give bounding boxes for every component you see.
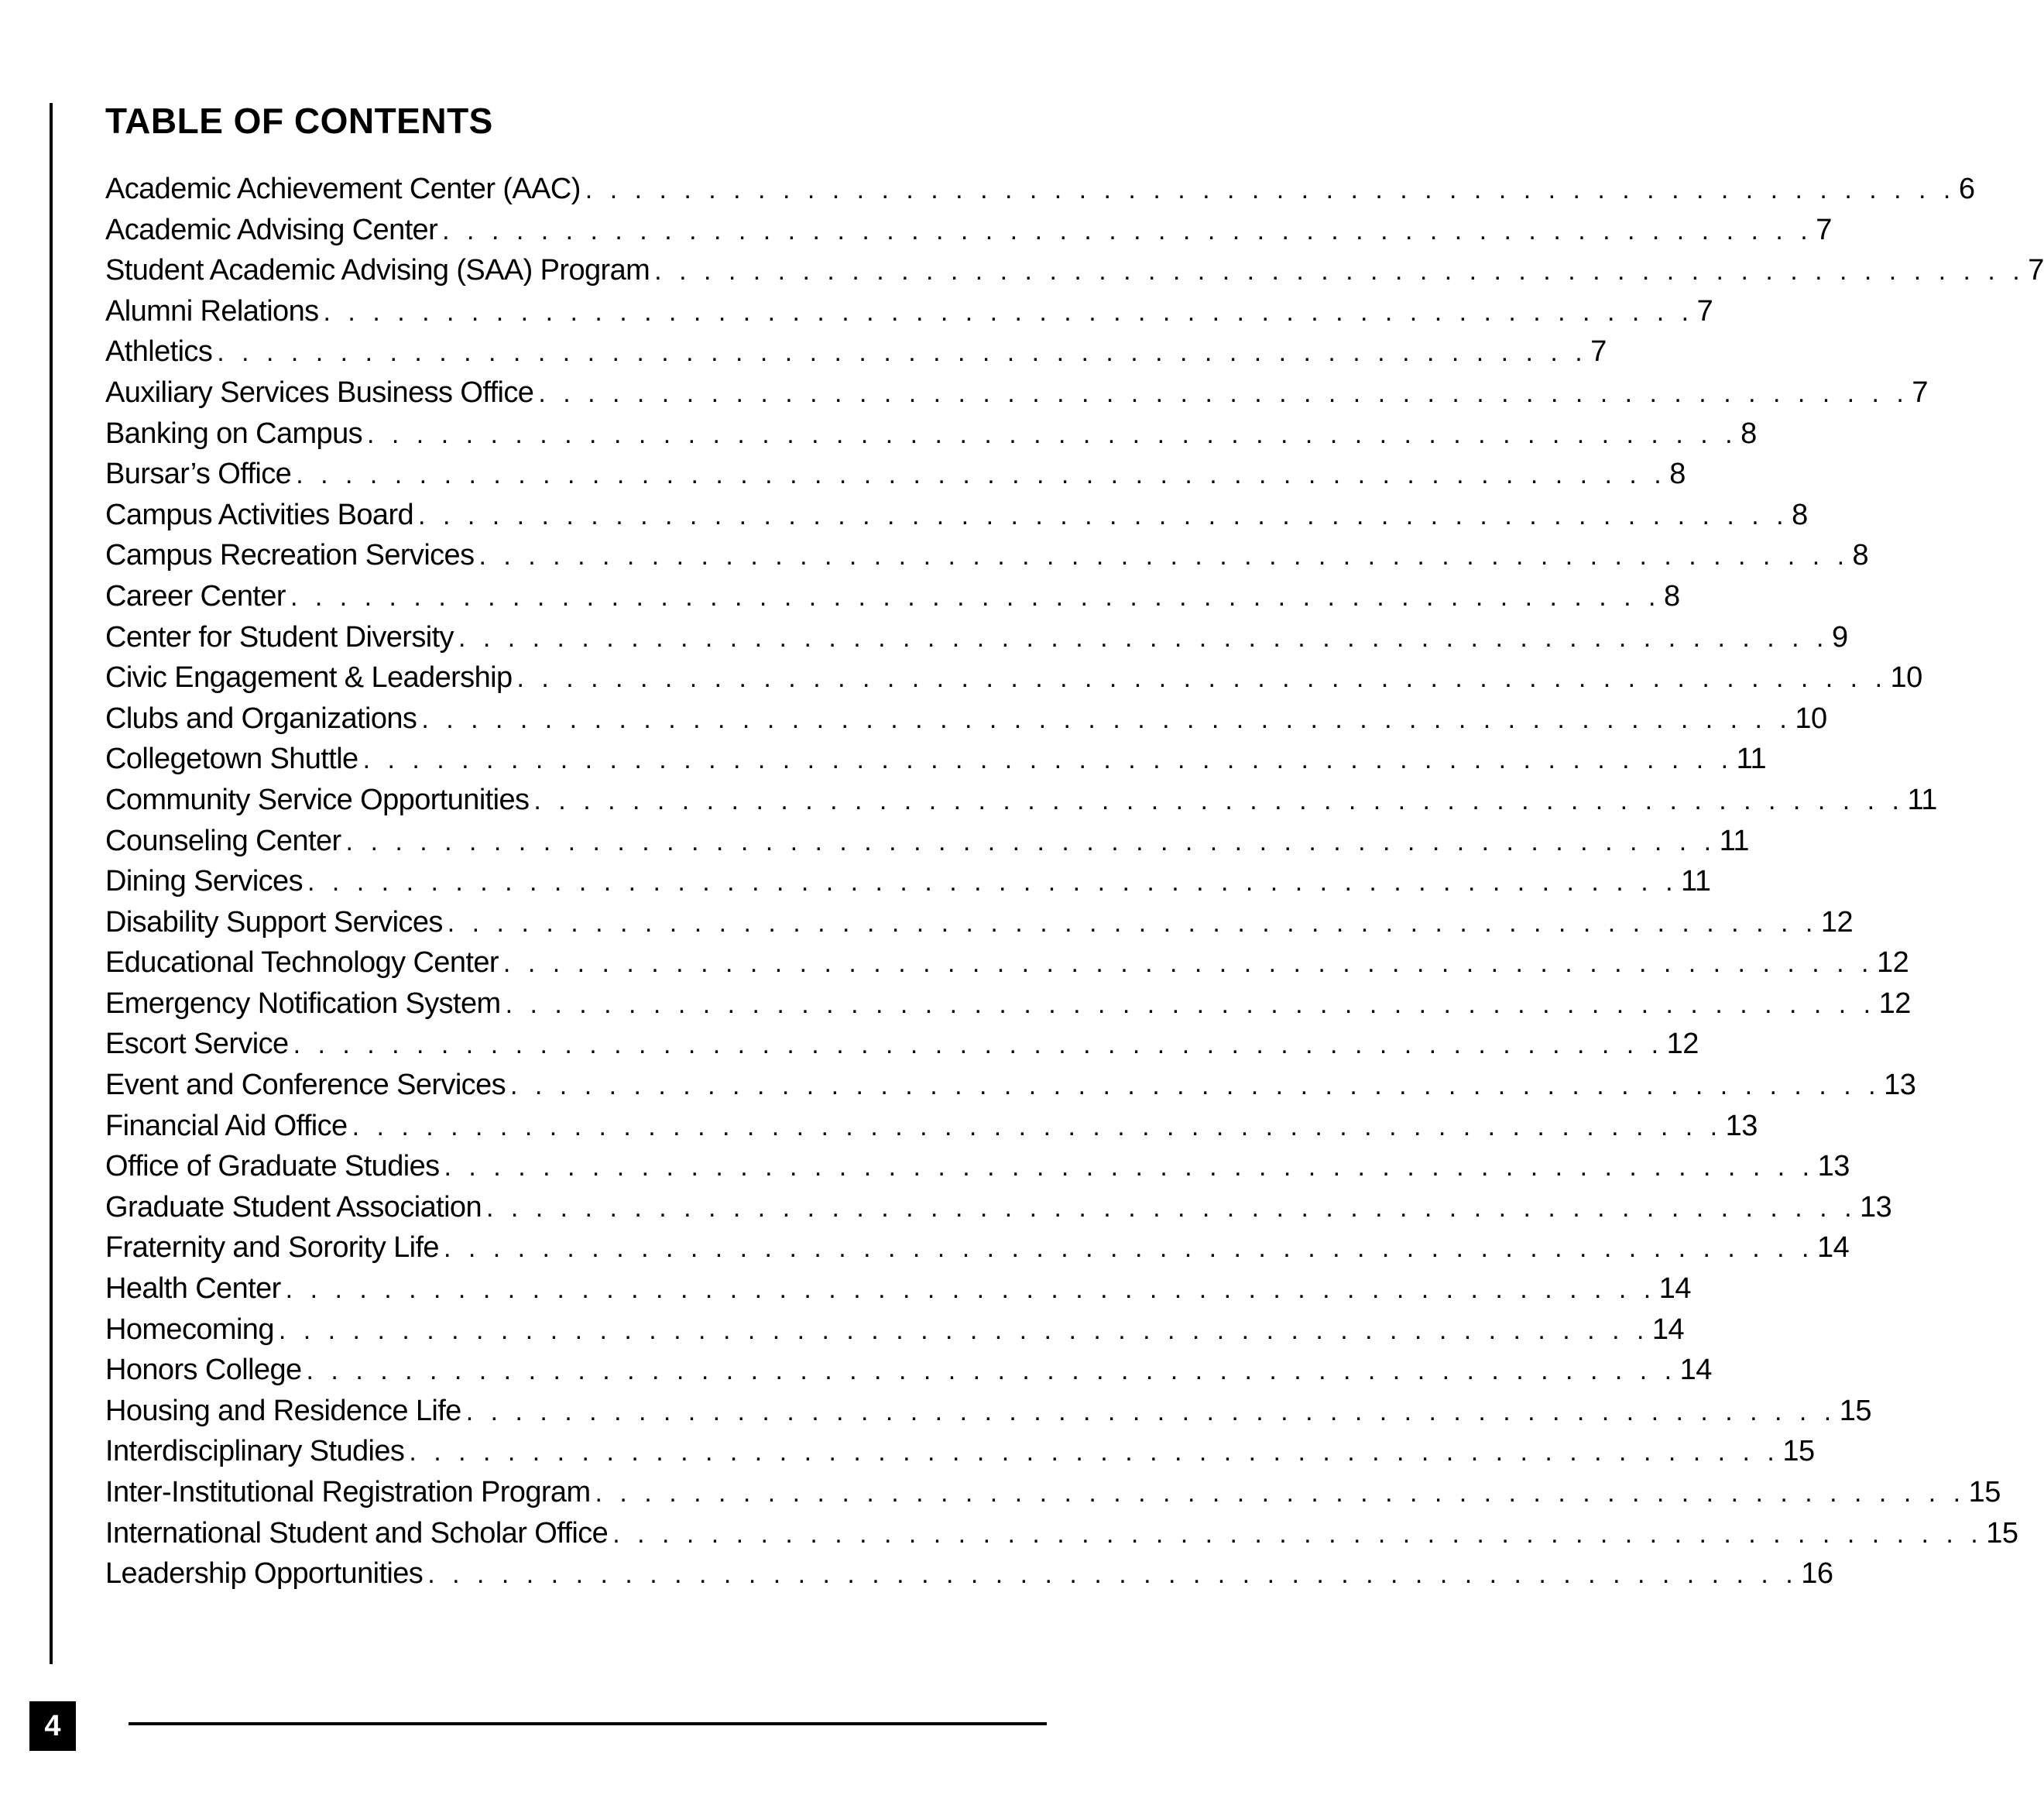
toc-entry-page: 13 xyxy=(1860,1190,1892,1224)
toc-entry-page: 8 xyxy=(1792,498,1808,531)
toc-entry-label: Campus Activities Board xyxy=(105,498,414,531)
toc-entry-page: 8 xyxy=(1852,539,1869,572)
dot-leader: . . . . . . . . . . . . . . . . . . . . . . . . . . . . . . . . . . . . . . . . . . . . . . . . . . . . . . . . xyxy=(533,785,1905,815)
toc-entry-label: Student Academic Advising (SAA) Program xyxy=(105,254,650,287)
toc-entry-label: Financial Aid Office xyxy=(105,1109,348,1142)
toc-entry[interactable] xyxy=(105,1431,1815,1472)
toc-entry[interactable] xyxy=(105,780,1937,821)
toc-entry-page: 12 xyxy=(1666,1028,1699,1061)
toc-entry-label: Leadership Opportunities xyxy=(105,1557,424,1591)
dot-leader: . . . . . . . . . . . . . . . . . . . . . . . . . . . . . . . . . . . . . . . . . . . . . . . . . . . . . . . . xyxy=(285,1275,1656,1305)
dot-leader: . . . . . . . . . . . . . . . . . . . . . . . . . . . . . . . . . . . . . . . . . . . . . . . . . . . . . . . . xyxy=(458,623,1829,653)
dot-leader: . . . . . . . . . . . . . . . . . . . . . . . . . . . . . . . . . . . . . . . . . . . . . . . . . . . . . . . . xyxy=(516,664,1888,694)
dot-leader: . . . . . . . . . . . . . . . . . . . . . . . . . . . . . . . . . . . . . . . . . . . . . . . . . . . . . . . . xyxy=(447,908,1818,938)
dot-leader: . . . . . . . . . . . . . . . . . . . . . . . . . . . . . . . . . . . . . . . . . . . . . . . . . . . . . . . . xyxy=(409,1437,1780,1467)
toc-entry-page: 13 xyxy=(1884,1069,1916,1102)
toc-entry[interactable] xyxy=(105,1146,1850,1187)
toc-entry-page: 7 xyxy=(1816,213,1832,246)
toc-entry-page: 14 xyxy=(1658,1272,1691,1306)
toc-entry[interactable] xyxy=(105,1106,1758,1147)
dot-leader: . . . . . . . . . . . . . . . . . . . . . . . . . . . . . . . . . . . . . . . . . . . . . . . . . . . . . . . . xyxy=(478,541,1850,571)
toc-entry-label: Athletics xyxy=(105,335,213,369)
dot-leader: . . . . . . . . . . . . . . . . . . . . . . . . . . . . . . . . . . . . . . . . . . . . . . . . . . . . . . . . xyxy=(465,1396,1837,1426)
dot-leader: . . . . . . . . . . . . . . . . . . . . . . . . . . . . . . . . . . . . . . . . . . . . . . . . . . . . . . . . xyxy=(367,419,1738,449)
toc-entry-page: 8 xyxy=(1664,579,1680,613)
toc-entry-page: 7 xyxy=(1590,335,1607,369)
toc-entry-page: 11 xyxy=(1907,783,1937,816)
dot-leader: . . . . . . . . . . . . . . . . . . . . . . . . . . . . . . . . . . . . . . . . . . . . . . . . . . . . . . . . xyxy=(505,989,1876,1019)
toc-entry-page: 14 xyxy=(1679,1354,1712,1387)
toc-entry-label: Campus Recreation Services xyxy=(105,539,475,572)
toc-entry-label: Housing and Residence Life xyxy=(105,1394,461,1427)
toc-entry-label: Career Center xyxy=(105,579,286,613)
toc-list xyxy=(105,169,2044,1594)
dot-leader: . . . . . . . . . . . . . . . . . . . . . . . . . . . . . . . . . . . . . . . . . . . . . . . . . . . . . . . . xyxy=(352,1111,1723,1141)
dot-leader: . . . . . . . . . . . . . . . . . . . . . . . . . . . . . . . . . . . . . . . . . . . . . . . . . . . . . . . . xyxy=(538,378,1909,408)
dot-leader: . . . . . . . . . . . . . . . . . . . . . . . . . . . . . . . . . . . . . . . . . . . . . . . . . . . . . . . . xyxy=(485,1193,1857,1223)
toc-entry[interactable] xyxy=(105,291,1713,332)
toc-entry-label: Academic Advising Center xyxy=(105,213,438,246)
toc-entry[interactable] xyxy=(105,1024,1699,1065)
dot-leader: . . . . . . . . . . . . . . . . . . . . . . . . . . . . . . . . . . . . . . . . . . . . . . . . . . . . . . . . xyxy=(502,949,1874,979)
toc-entry-page: 13 xyxy=(1725,1109,1758,1142)
dot-leader: . . . . . . . . . . . . . . . . . . . . . . . . . . . . . . . . . . . . . . . . . . . . . . . . . . . . . . . . xyxy=(323,297,1694,327)
dot-leader: . . . . . . . . . . . . . . . . . . . . . . . . . . . . . . . . . . . . . . . . . . . . . . . . . . . . . . . . xyxy=(293,1030,1664,1060)
toc-entry-label: Disability Support Services xyxy=(105,905,443,939)
toc-entry-label: Dining Services xyxy=(105,865,303,898)
toc-entry[interactable] xyxy=(105,372,1929,414)
toc-entry[interactable] xyxy=(105,698,1827,740)
toc-entry[interactable] xyxy=(105,169,1975,210)
toc-entry[interactable] xyxy=(105,1309,1685,1351)
toc-entry-page: 10 xyxy=(1890,661,1922,695)
toc-entry-page: 11 xyxy=(1681,865,1711,898)
toc-entry[interactable] xyxy=(105,617,1848,658)
toc-entry[interactable] xyxy=(105,495,1808,536)
toc-entry-page: 15 xyxy=(1839,1394,1872,1427)
toc-entry-label: Fraternity and Sorority Life xyxy=(105,1231,439,1265)
dot-leader: . . . . . . . . . . . . . . . . . . . . . . . . . . . . . . . . . . . . . . . . . . . . . . . . . . . . . . . . xyxy=(444,1152,1815,1182)
toc-entry-label: International Student and Scholar Office xyxy=(105,1516,609,1550)
dot-leader: . . . . . . . . . . . . . . . . . . . . . . . . . . . . . . . . . . . . . . . . . . . . . . . . . . . . . . . . xyxy=(442,215,1813,245)
toc-entry-page: 10 xyxy=(1795,702,1827,735)
dot-leader: . . . . . . . . . . . . . . . . . . . . . . . . . . . . . . . . . . . . . . . . . . . . . . . . . . . . . . . . xyxy=(654,256,2025,287)
toc-entry-page: 15 xyxy=(1968,1476,2001,1508)
toc-entry-label: Clubs and Organizations xyxy=(105,702,417,735)
toc-entry[interactable] xyxy=(105,1553,1833,1594)
toc-entry-label: Emergency Notification System xyxy=(105,987,501,1020)
dot-leader: . . . . . . . . . . . . . . . . . . . . . . . . . . . . . . . . . . . . . . . . . . . . . . . . . . . . . . . . xyxy=(290,582,1662,612)
dot-leader: . . . . . . . . . . . . . . . . . . . . . . . . . . . . . . . . . . . . . . . . . . . . . . . . . . . . . . . . xyxy=(421,704,1792,734)
page-number-badge: 4 xyxy=(29,1701,76,1751)
toc-entry[interactable] xyxy=(105,576,1680,617)
toc-entry-label: Center for Student Diversity xyxy=(105,620,454,654)
toc-entry[interactable] xyxy=(105,902,1854,943)
toc-entry[interactable] xyxy=(105,1472,2001,1513)
toc-entry[interactable] xyxy=(105,657,1922,698)
toc-entry-page: 14 xyxy=(1651,1313,1685,1346)
toc-entry-page: 13 xyxy=(1817,1150,1850,1183)
toc-entry-page: 11 xyxy=(1736,743,1767,776)
dot-leader: . . . . . . . . . . . . . . . . . . . . . . . . . . . . . . . . . . . . . . . . . . . . . . . . . . . . . . . . xyxy=(296,460,1667,490)
toc-entry-label: Bursar’s Office xyxy=(105,458,292,491)
toc-entry-label: Honors College xyxy=(105,1354,302,1387)
toc-entry-page: 6 xyxy=(1958,173,1975,205)
toc-entry[interactable] xyxy=(105,535,1869,576)
toc-entry-label: Academic Achievement Center (AAC) xyxy=(105,173,581,205)
toc-entry-page: 7 xyxy=(1912,376,1929,409)
dot-leader: . . . . . . . . . . . . . . . . . . . . . . . . . . . . . . . . . . . . . . . . . . . . . . . . . . . . . . . . xyxy=(427,1560,1799,1590)
toc-entry[interactable] xyxy=(105,1391,1872,1432)
toc-entry-label: Event and Conference Services xyxy=(105,1069,506,1102)
toc-entry-label: Alumni Relations xyxy=(105,294,319,328)
dot-leader: . . . . . . . . . . . . . . . . . . . . . . . . . . . . . . . . . . . . . . . . . . . . . . . . . . . . . . . . xyxy=(278,1315,1649,1345)
margin-rule xyxy=(50,103,53,1664)
toc-entry-page: 11 xyxy=(1719,824,1750,857)
dot-leader: . . . . . . . . . . . . . . . . . . . . . . . . . . . . . . . . . . . . . . . . . . . . . . . . . . . . . . . . xyxy=(510,1071,1881,1101)
dot-leader: . . . . . . . . . . . . . . . . . . . . . . . . . . . . . . . . . . . . . . . . . . . . . . . . . . . . . . . . xyxy=(443,1234,1814,1264)
toc-entry[interactable] xyxy=(105,250,2044,291)
toc-entry-page: 16 xyxy=(1801,1557,1833,1591)
toc-entry-label: Office of Graduate Studies xyxy=(105,1150,440,1183)
dot-leader: . . . . . . . . . . . . . . . . . . . . . . . . . . . . . . . . . . . . . . . . . . . . . . . . . . . . . . . . xyxy=(585,175,1956,204)
toc-entry[interactable] xyxy=(105,1187,1892,1228)
toc-entry-label: Banking on Campus xyxy=(105,417,363,450)
toc-entry-page: 7 xyxy=(1696,294,1713,328)
toc-entry[interactable] xyxy=(105,454,1686,495)
toc-entry[interactable] xyxy=(105,739,1767,780)
toc-entry-page: 8 xyxy=(1740,417,1757,450)
toc-entry-page: 14 xyxy=(1817,1231,1850,1265)
toc-entry[interactable] xyxy=(105,331,1607,372)
dot-leader: . . . . . . . . . . . . . . . . . . . . . . . . . . . . . . . . . . . . . . . . . . . . . . . . . . . . . . . . xyxy=(362,745,1734,775)
dot-leader: . . . . . . . . . . . . . . . . . . . . . . . . . . . . . . . . . . . . . . . . . . . . . . . . . . . . . . . . xyxy=(595,1478,1966,1508)
dot-leader: . . . . . . . . . . . . . . . . . . . . . . . . . . . . . . . . . . . . . . . . . . . . . . . . . . . . . . . . xyxy=(418,500,1789,530)
toc-entry-page: 12 xyxy=(1820,905,1854,939)
dot-leader: . . . . . . . . . . . . . . . . . . . . . . . . . . . . . . . . . . . . . . . . . . . . . . . . . . . . . . . . xyxy=(612,1519,1984,1549)
toc-entry-page: 15 xyxy=(1782,1435,1815,1468)
toc-entry-label: Counseling Center xyxy=(105,824,341,857)
toc-entry[interactable] xyxy=(105,861,1711,902)
footer-rule xyxy=(129,1722,1047,1725)
dot-leader: . . . . . . . . . . . . . . . . . . . . . . . . . . . . . . . . . . . . . . . . . . . . . . . . . . . . . . . . xyxy=(307,867,1679,898)
toc-entry[interactable] xyxy=(105,414,1757,455)
toc-entry[interactable] xyxy=(105,942,1909,983)
toc-entry[interactable] xyxy=(105,210,1832,251)
toc-entry-page: 12 xyxy=(1878,987,1911,1020)
toc-entry-label: Homecoming xyxy=(105,1313,274,1346)
toc-entry-label: Health Center xyxy=(105,1272,281,1306)
toc-entry-label: Auxiliary Services Business Office xyxy=(105,376,534,409)
toc-entry-label: Escort Service xyxy=(105,1028,289,1061)
dot-leader: . . . . . . . . . . . . . . . . . . . . . . . . . . . . . . . . . . . . . . . . . . . . . . . . . . . . . . . . xyxy=(345,826,1716,856)
toc-entry[interactable] xyxy=(105,1268,1691,1309)
toc-entry[interactable] xyxy=(105,1513,2018,1554)
page-title: TABLE OF CONTENTS xyxy=(105,101,493,141)
toc-entry-page: 9 xyxy=(1832,620,1848,654)
dot-leader: . . . . . . . . . . . . . . . . . . . . . . . . . . . . . . . . . . . . . . . . . . . . . . . . . . . . . . . . xyxy=(306,1356,1677,1386)
toc-entry-page: 12 xyxy=(1876,946,1909,980)
dot-leader: . . . . . . . . . . . . . . . . . . . . . . . . . . . . . . . . . . . . . . . . . . . . . . . . . . . . . . . . xyxy=(217,338,1588,368)
toc-entry-page: 7 xyxy=(2028,254,2044,287)
toc-entry[interactable] xyxy=(105,1227,1850,1268)
toc-entry-label: Collegetown Shuttle xyxy=(105,743,358,776)
toc-entry-label: Interdisciplinary Studies xyxy=(105,1435,405,1468)
toc-entry[interactable] xyxy=(105,983,1911,1024)
toc-entry-page: 8 xyxy=(1669,458,1686,491)
toc-entry-label: Community Service Opportunities xyxy=(105,783,530,816)
toc-entry[interactable] xyxy=(105,1065,1916,1106)
toc-entry-label: Graduate Student Association xyxy=(105,1190,482,1224)
toc-entry-label: Educational Technology Center xyxy=(105,946,499,980)
toc-entry[interactable] xyxy=(105,1350,1712,1391)
toc-entry[interactable] xyxy=(105,821,1750,862)
toc-entry-page: 15 xyxy=(1986,1516,2018,1550)
toc-entry-label: Civic Engagement & Leadership xyxy=(105,661,513,695)
toc-entry-label: Inter-Institutional Registration Program xyxy=(105,1476,591,1508)
